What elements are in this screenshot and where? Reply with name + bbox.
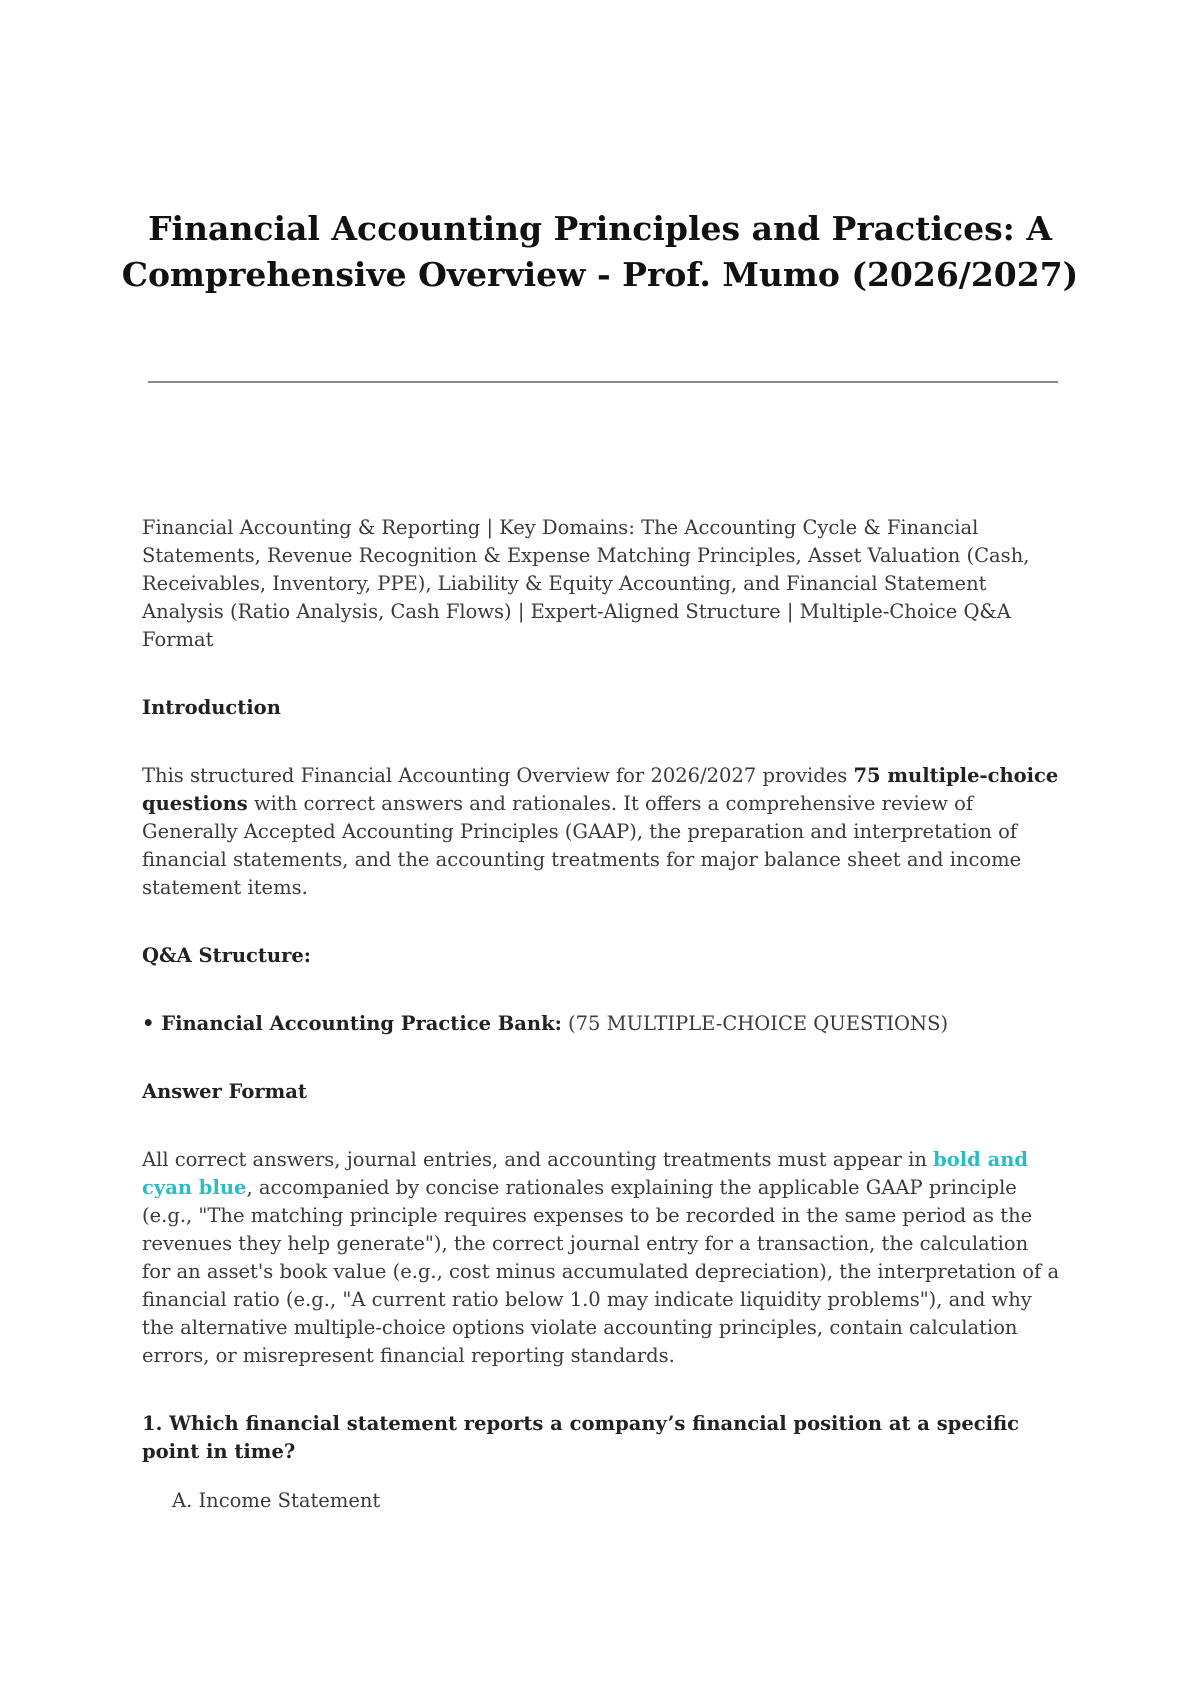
answer-text-highlight: bold and cyan blue [142, 1148, 1029, 1199]
answer-text-before: All correct answers, journal entries, and accounting treatments must appear in [142, 1148, 934, 1171]
introduction-heading: Introduction [142, 696, 281, 719]
question-1-option-a: A. Income Statement [172, 1489, 381, 1512]
intro-text-before: This structured Financial Accounting Overview for 2026/2027 provides [142, 764, 854, 787]
bullet-text: (75 MULTIPLE-CHOICE QUESTIONS) [561, 1012, 949, 1035]
introduction-paragraph [142, 762, 1062, 902]
qa-structure-heading: Q&A Structure: [142, 944, 311, 967]
summary-paragraph: Financial Accounting & Reporting | Key Domains: The Accounting Cycle & Financial Statements, Revenue Recognition & Expense Matching Principles, Asset Valuation (Cash, Receivables, Inventory, PPE), Liability & Equity Accounting, and Financial Statement Analysis (Ratio Analysis, Cash Flows) | Expert-Aligned Structure | Multiple-Choice Q&A Format [142, 516, 1030, 651]
question-1: 1. Which financial statement reports a company’s financial position at a specific point in time? [142, 1412, 1020, 1463]
title-line-1: Financial Accounting Principles and Practices: A [148, 209, 1052, 248]
answer-text-after: , accompanied by concise rationales explaining the applicable GAAP principle (e.g., "The matching principle requires expenses to be recorded in the same period as the revenues they help generate"), the correct journal entry for a transaction, the calculation for an asset's book value (e.g., cost minus accumulated depreciation), the interpretation of a financial ratio (e.g., "A current ratio below 1.0 may indicate liquidity problems"), and why the alternative multiple-choice options violate accounting principles, contain calculation errors, or misrepresent financial reporting standards. [142, 1176, 1060, 1367]
intro-text-bold: 75 multiple-choice questions [142, 764, 1059, 815]
qa-structure-bullet [142, 1010, 1062, 1038]
horizontal-divider [148, 381, 1058, 383]
intro-text-after: with correct answers and rationales. It offers a comprehensive review of Generally Accepted Accounting Principles (GAAP), the preparation and interpretation of financial statements, and the accounting treatments for major balance sheet and income statement items. [142, 792, 1022, 899]
answer-format-heading: Answer Format [142, 1080, 307, 1103]
title-line-2: Comprehensive Overview - Prof. Mumo (2026/2027) [121, 255, 1079, 294]
document-body [142, 514, 1062, 1466]
bullet-label: • Financial Accounting Practice Bank: [142, 1012, 562, 1035]
document-title [100, 206, 1100, 298]
answer-format-paragraph [142, 1146, 1062, 1370]
